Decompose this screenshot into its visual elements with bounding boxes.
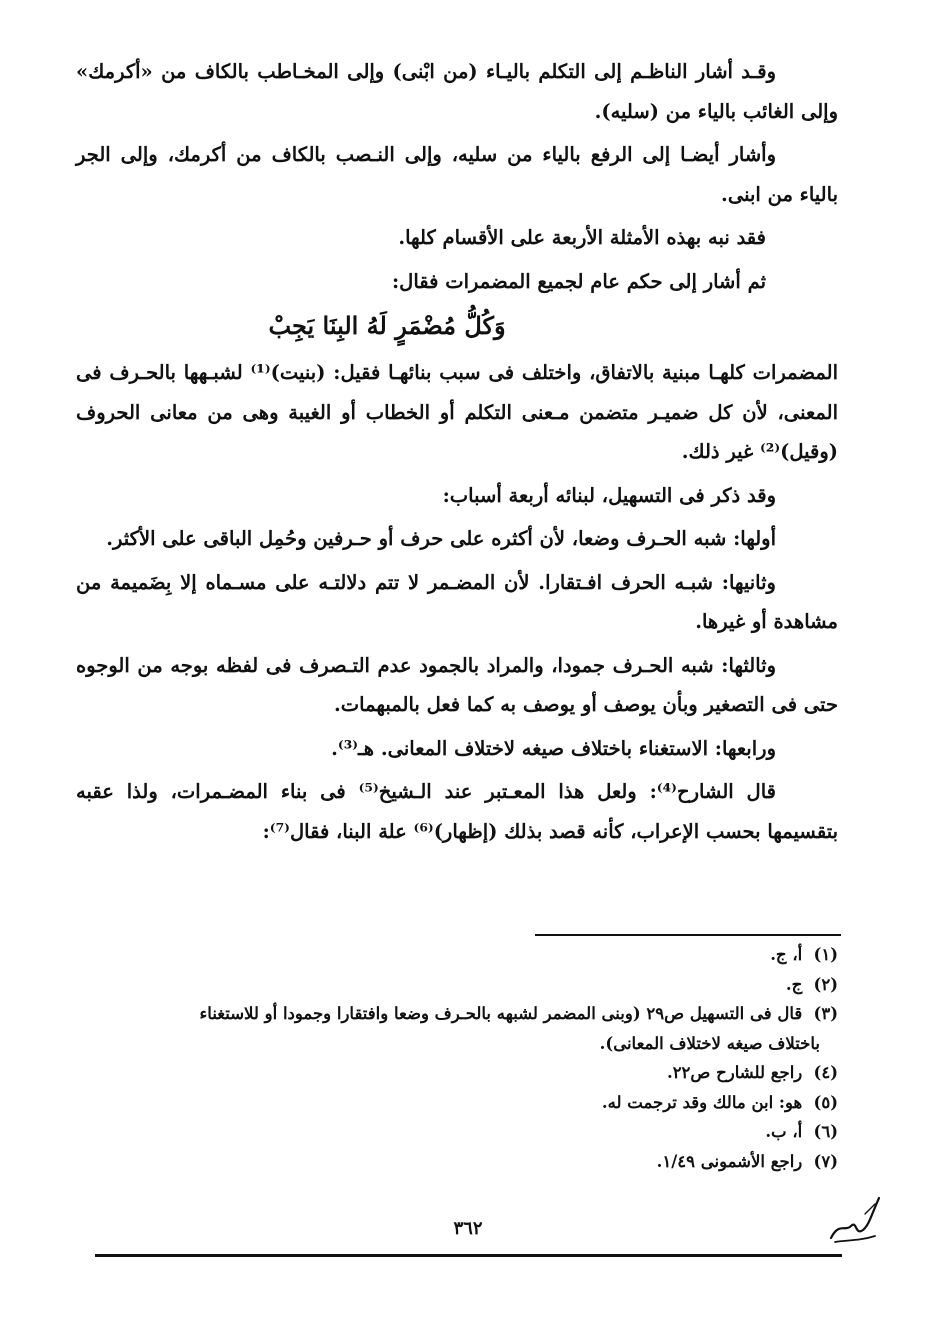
paragraph-1	[76, 52, 838, 131]
footnote-7	[76, 1147, 838, 1177]
paragraph-9-line-2: من الوجوه حتى فى التصغير وبأن يوصف أو يوصف به كما فعل بالمبهمات.	[76, 653, 838, 716]
paragraph-7	[76, 519, 838, 559]
footnote-text: ج.	[785, 974, 803, 994]
footnote-1	[76, 940, 838, 970]
paragraph-6: وقد ذكر فى التسهيل، لبنائه أربعة أسباب:	[442, 483, 776, 507]
footnote-4	[76, 1058, 838, 1088]
footnote-text: راجع الأشمونى ١/٤٩.	[656, 1151, 803, 1171]
paragraph-2-line-1: وأشار أيضـا إلى الرفع بالياء من سليه، وإلى النـصب بالكاف من أكرمك،	[167, 143, 776, 166]
paragraph-11-line-2: عقبه بتقسيمها بحسب الإعراب، كأنه قصد بذلك (إظهار)⁽⁶⁾ علة البنا، فقال⁽⁷⁾:	[76, 780, 838, 843]
paragraph-4: ثم أشار إلى حكم عام لجميع المضمرات فقال:	[391, 269, 766, 293]
paragraph-9	[76, 646, 838, 725]
footnote-2	[76, 970, 838, 1000]
footnote-separator	[535, 934, 841, 936]
footnote-text: هو: ابن مالك وقد ترجمت له.	[601, 1092, 803, 1112]
footnote-number: (٥)	[813, 1092, 838, 1112]
footnote-number: (٣)	[813, 1004, 838, 1023]
main-text	[76, 52, 838, 855]
paragraph-9-line-1: وثالثها: شبه الحـرف جمودا، والمراد بالجمود عدم التـصرف فى لفظه بوجه	[170, 653, 776, 677]
paragraph-5-line-2: لشبـهها بالحـرف فى المعنى، لأن كل ضميـر متضمن مـعنى التكلم أو الخطاب أو	[76, 361, 838, 424]
footnote-number: (٤)	[813, 1063, 838, 1082]
paragraph-5-line-1: المضمرات كلهـا مبنية بالاتفاق، واختلف فى سبب بنائهـا فقيل: (بنيت)⁽¹⁾	[250, 361, 838, 384]
paragraph-8-line-1: وثانيها: شبـه الحرف افـتقارا. لأن المضـمر لا تتم دلالتـه على مسـماه إلا	[180, 570, 776, 594]
bottom-rule	[95, 1254, 842, 1257]
paragraph-7-line-1: أولها: شبه الحـرف وضعا، لأن أكثره على حرف أو حـرفين وحُمِل الباقى	[203, 527, 776, 550]
footnote-number: (٦)	[813, 1122, 838, 1141]
footnote-number: (٧)	[813, 1151, 838, 1171]
footnote-3-continuation	[76, 1029, 838, 1059]
paragraph-3: فقد نبه بهذه الأمثلة الأربعة على الأقسام كلها.	[398, 226, 766, 249]
paragraph-10: ورابعها: الاستغناء باختلاف صيغه لاختلاف المعانى. هـ⁽³⁾.	[331, 736, 776, 760]
paragraph-2-line-2: وإلى الجر بالياء من ابنى.	[76, 143, 838, 206]
footnote-text: أ، ب.	[765, 1122, 803, 1141]
footnotes	[76, 940, 838, 1176]
paragraph-8	[76, 563, 838, 642]
paragraph-1-line-1: وقـد أشار الناظـم إلى التكلم باليـاء (من ابْنى) وإلى المخـاطب بالكاف من	[161, 60, 776, 83]
paragraph-5	[76, 353, 838, 472]
page-number: ٣٦٢	[453, 1218, 483, 1239]
paragraph-5-line-3: الغيبة وهى من معانى الحروف (وقيل)⁽²⁾ غير ذلك.	[76, 400, 838, 463]
paragraph-2	[76, 135, 838, 214]
footnote-text: باختلاف صيغه لاختلاف المعانى).	[599, 1033, 820, 1053]
verse-line: وَكُلُّ مُضْمَرٍ لَهُ البِنَا يَجِبْ	[268, 311, 506, 340]
signature-icon	[825, 1192, 885, 1248]
paragraph-8-line-2: بِضَميمة من مشاهدة أو غيرها.	[76, 570, 838, 633]
footnote-text: أ، ج.	[770, 945, 803, 964]
footnote-6	[76, 1117, 838, 1147]
paragraph-11-line-1: قال الشارح⁽⁴⁾: ولعل هذا المعـتبر عند الـشيخ⁽⁵⁾ فى بناء المضـمرات، ولذا	[126, 780, 776, 803]
paragraph-1-line-2: «أكرمك» وإلى الغائب بالياء من (سليه).	[76, 60, 838, 123]
footnote-number: (٢)	[813, 974, 838, 994]
footnote-text: قال فى التسهيل ص٢٩ (وبنى المضمر لشبهه بالحـرف وضعا وافتقارا وجمودا أو للاستغناء	[199, 1004, 803, 1023]
paragraph-7-line-2: على الأكثر.	[106, 527, 197, 550]
footnote-number: (١)	[813, 945, 838, 964]
footnote-text: راجع للشارح ص٢٢.	[666, 1063, 803, 1082]
paragraph-11	[76, 772, 838, 851]
footnote-3	[76, 999, 838, 1029]
footnote-5	[76, 1088, 838, 1118]
